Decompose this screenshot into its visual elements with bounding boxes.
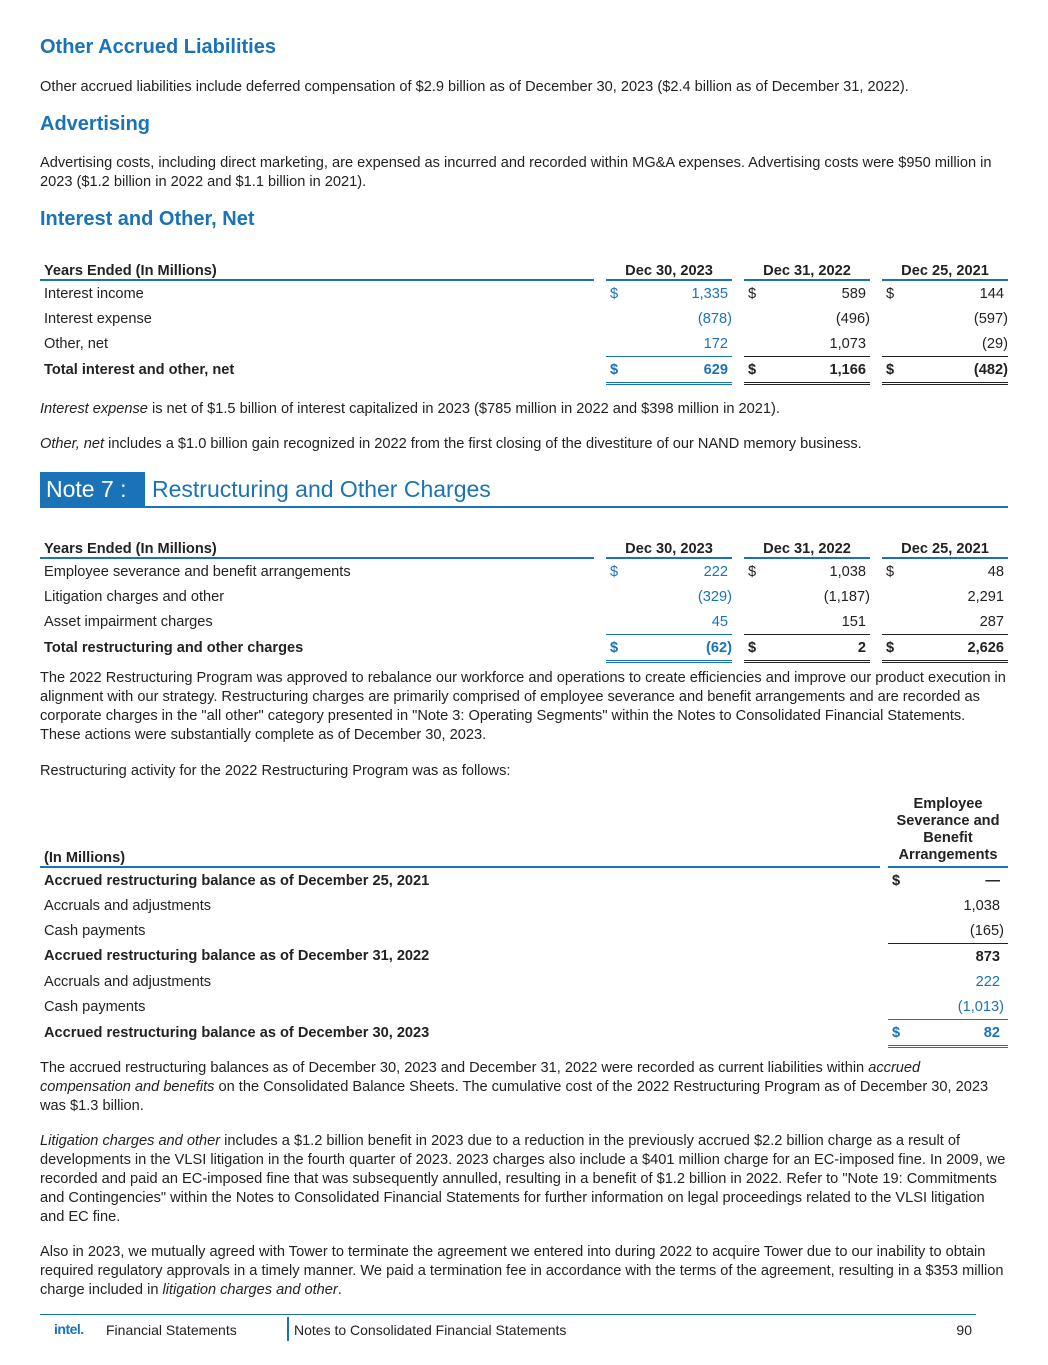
value-cell: (482)	[904, 357, 1008, 384]
row-label: Accruals and adjustments	[44, 973, 212, 990]
value-cell: (62)	[628, 635, 732, 662]
currency-symbol: $	[886, 563, 895, 580]
paragraph-restructuring-program: The 2022 Restructuring Program was approved to rebalance our workforce and operations to create efficiencies and improve our product execution in alignment with our strategy. Restructuring charges are primarily comprised of employee severance and benefit arrangements and are recorded as corporate charges in the "all other" category presented in "Note 3: Operating Segments" within the Notes to Consolidated Financial Statements. These actions were substantially complete as of December 30, 2023.	[40, 670, 1006, 743]
row-label: Interest income	[44, 285, 144, 302]
restructuring-table	[40, 532, 1008, 663]
table-header-row	[40, 254, 1008, 280]
currency-symbol: $	[610, 563, 619, 580]
intel-logo: intel.	[54, 1321, 84, 1337]
paragraph-accrued-balances: The accrued restructuring balances as of December 30, 2023 and December 31, 2022 were recorded as current liabilities within accrued compensation and benefits on the Consolidated Balance Sheets. The cumulative cost of the 2022 Restructuring Program as of December 30, 2023 was $1.3 billion.	[40, 1060, 989, 1114]
table-header-row	[40, 796, 1008, 867]
row-label: Accrued restructuring balance as of December 25, 2021	[44, 872, 430, 889]
value-cell: 629	[628, 357, 732, 384]
interest-other-table	[40, 254, 1008, 385]
page-footer	[40, 1314, 976, 1343]
table-header-label: (In Millions)	[40, 796, 880, 867]
currency-symbol: $	[748, 285, 757, 302]
value-cell: 1,038	[829, 563, 866, 580]
row-label: Employee severance and benefit arrangements	[44, 563, 351, 580]
heading-other-accrued-liabilities: Other Accrued Liabilities	[40, 36, 276, 58]
table-row	[40, 609, 1008, 635]
row-label: Accruals and adjustments	[44, 897, 212, 914]
currency-symbol: $	[606, 635, 628, 662]
footer-subsection: Notes to Consolidated Financial Statements	[294, 1322, 567, 1338]
currency-symbol: $	[882, 357, 904, 384]
currency-symbol: $	[882, 635, 904, 662]
table-row	[40, 584, 1008, 609]
paragraph-interest-expense-note: Interest expense is net of $1.5 billion of interest capitalized in 2023 ($785 million in 2022 and $398 million in 2021).	[40, 401, 780, 417]
note-7-header	[40, 472, 1008, 508]
column-header: Employee Severance and Benefit Arrangements	[888, 796, 1008, 867]
row-label: Cash payments	[44, 922, 146, 939]
table-row	[40, 893, 1008, 918]
value-cell: 2,626	[904, 635, 1008, 662]
row-label: Total restructuring and other charges	[44, 640, 304, 656]
row-label: Interest expense	[44, 310, 152, 327]
paragraph-restructuring-activity: Restructuring activity for the 2022 Restructuring Program was as follows:	[40, 763, 511, 779]
paragraph-other-net-note: Other, net includes a $1.0 billion gain recognized in 2022 from the first closing of the divestiture of our NAND memory business.	[40, 436, 862, 452]
value-cell: 172	[703, 335, 728, 352]
table-row	[40, 867, 1008, 893]
value-cell: (329)	[697, 588, 732, 605]
row-label: Total interest and other, net	[44, 362, 235, 378]
value-cell: $ 82	[888, 1020, 1008, 1047]
footer-divider	[287, 1317, 289, 1341]
value-cell: (1,013)	[888, 994, 1008, 1020]
table-header-row	[40, 532, 1008, 558]
row-label: Accrued restructuring balance as of December 31, 2022	[44, 948, 430, 965]
value-cell: 48	[987, 563, 1004, 580]
year-header: Dec 25, 2021	[882, 254, 1008, 280]
paragraph-litigation: Litigation charges and other includes a $1.2 billion benefit in 2023 due to a reduction in the previously accrued $2.2 billion charge as a result of developments in the VLSI litigation in the fourth quarter of 2023. 2023 charges also include a $401 million charge for an EC-imposed fine. In 2009, we recorded and paid an EC-imposed fine that was subsequently annulled, resulting in a benefit of $1.2 billion in 2022. Refer to "Note 19: Commitments and Contingencies" within the Notes to Consolidated Financial Statements for further information on legal proceedings related to the VLSI litigation and EC fine.	[40, 1133, 1006, 1225]
value-cell: (1,187)	[823, 588, 870, 605]
table-row	[40, 969, 1008, 994]
row-label: Litigation charges and other	[44, 588, 225, 605]
value-cell: 151	[841, 613, 866, 630]
table-total-row	[40, 1020, 1008, 1047]
value-cell: 1,038	[963, 897, 1000, 914]
value-cell: (597)	[973, 310, 1008, 327]
restructuring-activity-table	[40, 796, 1008, 1048]
table-row	[40, 918, 1008, 944]
value-cell: 2	[766, 635, 870, 662]
table-total-row	[40, 357, 1008, 384]
currency-symbol: $	[744, 635, 766, 662]
table-total-row	[40, 635, 1008, 662]
value-cell: 1,166	[766, 357, 870, 384]
table-header-label: Years Ended (In Millions)	[40, 254, 594, 280]
heading-interest-other: Interest and Other, Net	[40, 208, 255, 230]
value-cell: 2,291	[967, 588, 1004, 605]
value-cell: 1,335	[691, 285, 728, 302]
table-row	[40, 994, 1008, 1020]
row-label: Other, net	[44, 335, 109, 352]
year-header: Dec 31, 2022	[744, 532, 870, 558]
table-header-label: Years Ended (In Millions)	[40, 532, 594, 558]
table-row	[40, 944, 1008, 970]
note-number-badge: Note 7 :	[40, 472, 145, 506]
value-cell: (496)	[835, 310, 870, 327]
row-label: Asset impairment charges	[44, 613, 213, 630]
value-cell: 222	[703, 563, 728, 580]
table-row	[40, 558, 1008, 584]
table-row	[40, 280, 1008, 306]
currency-symbol: $	[748, 563, 757, 580]
value-cell: 873	[975, 948, 1000, 965]
value-cell: 144	[979, 285, 1004, 302]
value-cell: (165)	[888, 918, 1008, 944]
currency-symbol: $	[610, 285, 619, 302]
value-cell: 287	[979, 613, 1004, 630]
year-header: Dec 30, 2023	[606, 254, 732, 280]
year-header: Dec 31, 2022	[744, 254, 870, 280]
currency-symbol: $	[886, 285, 895, 302]
paragraph-tower: Also in 2023, we mutually agreed with Tower to terminate the agreement we entered into during 2022 to acquire Tower due to our inability to obtain required regulatory approvals in a timely manner. We paid a termination fee in accordance with the terms of the agreement, resulting in a $353 million charge included in litigation charges and other.	[40, 1244, 1004, 1298]
value-cell: 1,073	[829, 335, 866, 352]
year-header: Dec 30, 2023	[606, 532, 732, 558]
table-row	[40, 331, 1008, 357]
value-cell: 222	[975, 973, 1000, 990]
value-cell: (878)	[697, 310, 732, 327]
currency-symbol: $	[744, 357, 766, 384]
row-label: Cash payments	[44, 998, 146, 1015]
paragraph-advertising: Advertising costs, including direct marketing, are expensed as incurred and recorded within MG&A expenses. Advertising costs were $950 million in 2023 ($1.2 billion in 2022 and $1.1 billion in 2021).	[40, 155, 992, 190]
heading-advertising: Advertising	[40, 113, 151, 135]
value-cell: (29)	[982, 335, 1008, 352]
row-label: Accrued restructuring balance as of December 30, 2023	[44, 1025, 430, 1041]
table-row	[40, 306, 1008, 331]
note-title: Restructuring and Other Charges	[152, 476, 491, 502]
footer-section: Financial Statements	[106, 1322, 237, 1338]
value-cell: $ —	[892, 872, 1000, 889]
paragraph-other-accrued: Other accrued liabilities include deferred compensation of $2.9 billion as of December 30, 2023 ($2.4 billion as of December 31, 2022).	[40, 79, 909, 95]
year-header: Dec 25, 2021	[882, 532, 1008, 558]
currency-symbol: $	[606, 357, 628, 384]
page-number: 90	[956, 1322, 972, 1338]
value-cell: 589	[841, 285, 866, 302]
value-cell: 45	[711, 613, 728, 630]
